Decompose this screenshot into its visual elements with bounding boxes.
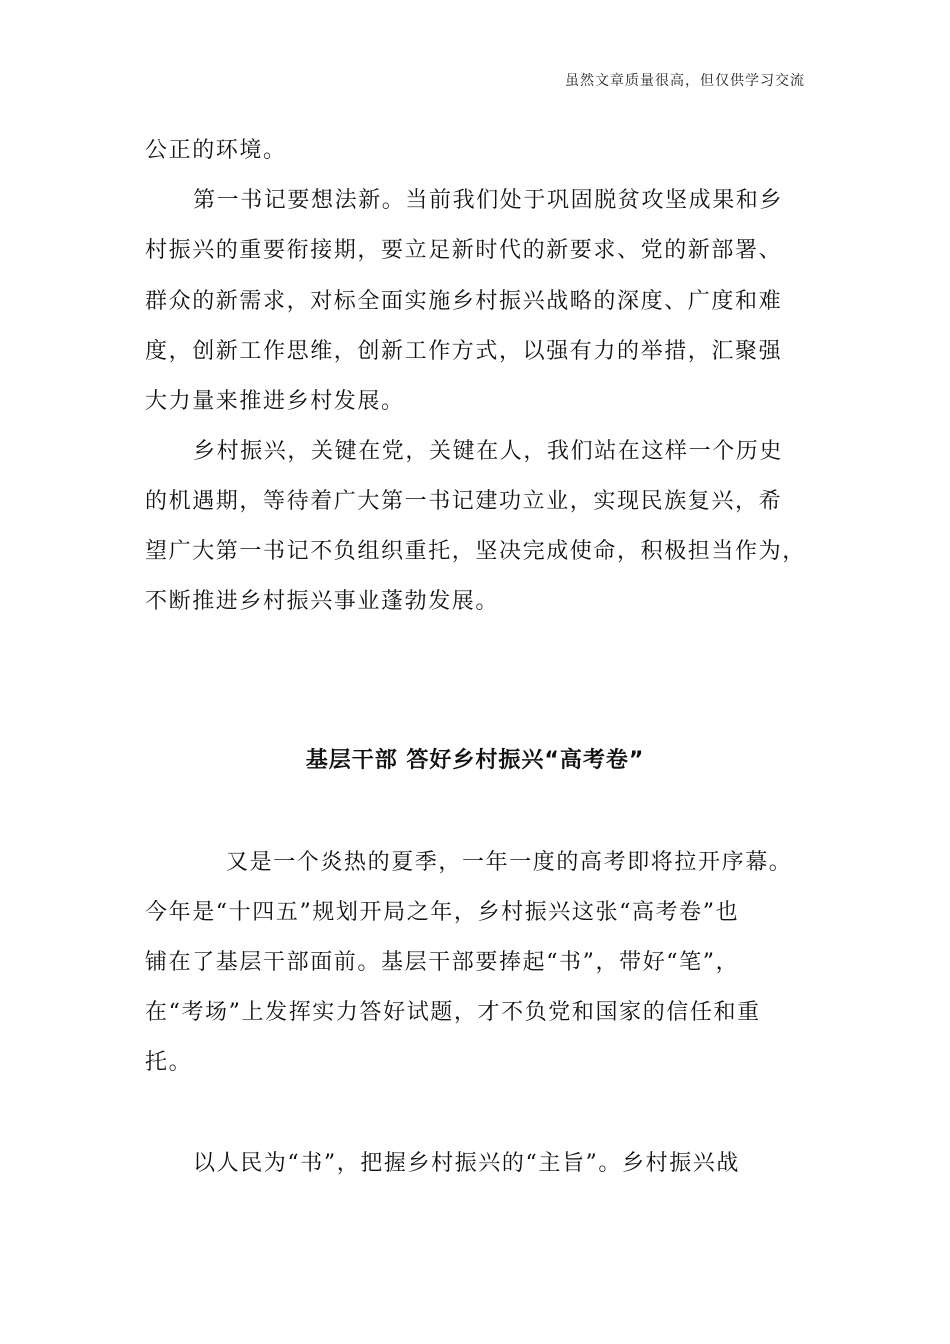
paragraph-line: 大力量来推进乡村发展。 bbox=[145, 389, 405, 414]
paragraph-line: 乡村振兴，关键在党，关键在人，我们站在这样一个历史 bbox=[193, 439, 784, 464]
paragraph-line: 铺在了基层干部面前。基层干部要捧起“书”，带好“笔”， bbox=[145, 950, 740, 975]
header-note: 虽然文章质量很高，但仅供学习交流 bbox=[565, 73, 805, 89]
paragraph-line: 村振兴的重要衔接期，要立足新时代的新要求、党的新部署、 bbox=[145, 238, 783, 263]
paragraph-line: 群众的新需求，对标全面实施乡村振兴战略的深度、广度和难 bbox=[145, 289, 783, 314]
paragraph-line: 在“考场”上发挥实力答好试题，才不负党和国家的信任和重 bbox=[145, 1000, 761, 1025]
paragraph-line: 望广大第一书记不负组织重托，坚决完成使命，积极担当作为， bbox=[145, 539, 806, 564]
paragraph-line: 托。 bbox=[145, 1050, 193, 1075]
section-title: 基层干部 答好乡村振兴“高考卷” bbox=[305, 748, 645, 773]
paragraph-line: 度，创新工作思维，创新工作方式，以强有力的举措，汇聚强 bbox=[145, 339, 783, 364]
paragraph-line: 不断推进乡村振兴事业蓬勃发展。 bbox=[145, 589, 500, 614]
paragraph-line: 的机遇期，等待着广大第一书记建功立业，实现民族复兴，希 bbox=[145, 489, 783, 514]
paragraph-line: 以人民为“书”，把握乡村振兴的“主旨”。乡村振兴战 bbox=[193, 1151, 740, 1176]
paragraph-line: 公正的环境。 bbox=[145, 138, 287, 163]
paragraph-line: 又是一个炎热的夏季，一年一度的高考即将拉开序幕。 bbox=[226, 850, 793, 875]
paragraph-line: 今年是“十四五”规划开局之年，乡村振兴这张“高考卷”也 bbox=[145, 900, 740, 925]
paragraph-line: 第一书记要想法新。当前我们处于巩固脱贫攻坚成果和乡 bbox=[193, 188, 784, 213]
